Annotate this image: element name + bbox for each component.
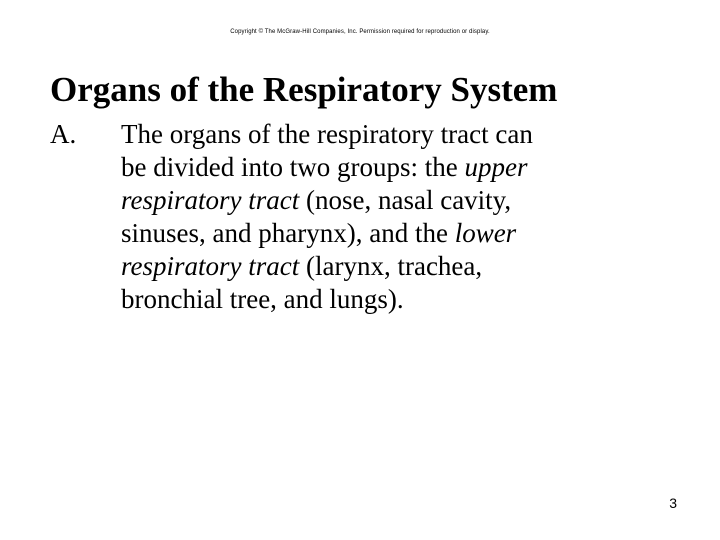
text-run: be divided into two groups: the <box>121 152 465 182</box>
emphasized-text: upper <box>464 152 528 182</box>
emphasized-text: respiratory tract <box>121 185 300 215</box>
emphasized-text: respiratory tract <box>121 251 300 281</box>
text-run: The organs of the respiratory tract can <box>121 119 533 149</box>
copyright-notice: Copyright © The McGraw-Hill Companies, Inc. Permission required for reproduction or display. <box>230 29 490 35</box>
page-number: 3 <box>669 495 677 511</box>
text-run: bronchial tree, and lungs). <box>121 284 404 314</box>
text-run: (nose, nasal cavity, <box>299 185 512 215</box>
text-run: sinuses, and pharynx), and the <box>121 218 455 248</box>
text-line <box>121 283 641 316</box>
text-line <box>121 217 641 250</box>
list-item-text <box>121 118 641 316</box>
text-line <box>121 151 641 184</box>
text-line <box>121 184 641 217</box>
text-run: (larynx, trachea, <box>299 251 483 281</box>
emphasized-text: lower <box>454 218 517 248</box>
text-line <box>121 118 641 151</box>
slide-title: Organs of the Respiratory System <box>50 70 558 109</box>
list-item-marker: A. <box>50 119 77 149</box>
text-line <box>121 250 641 283</box>
